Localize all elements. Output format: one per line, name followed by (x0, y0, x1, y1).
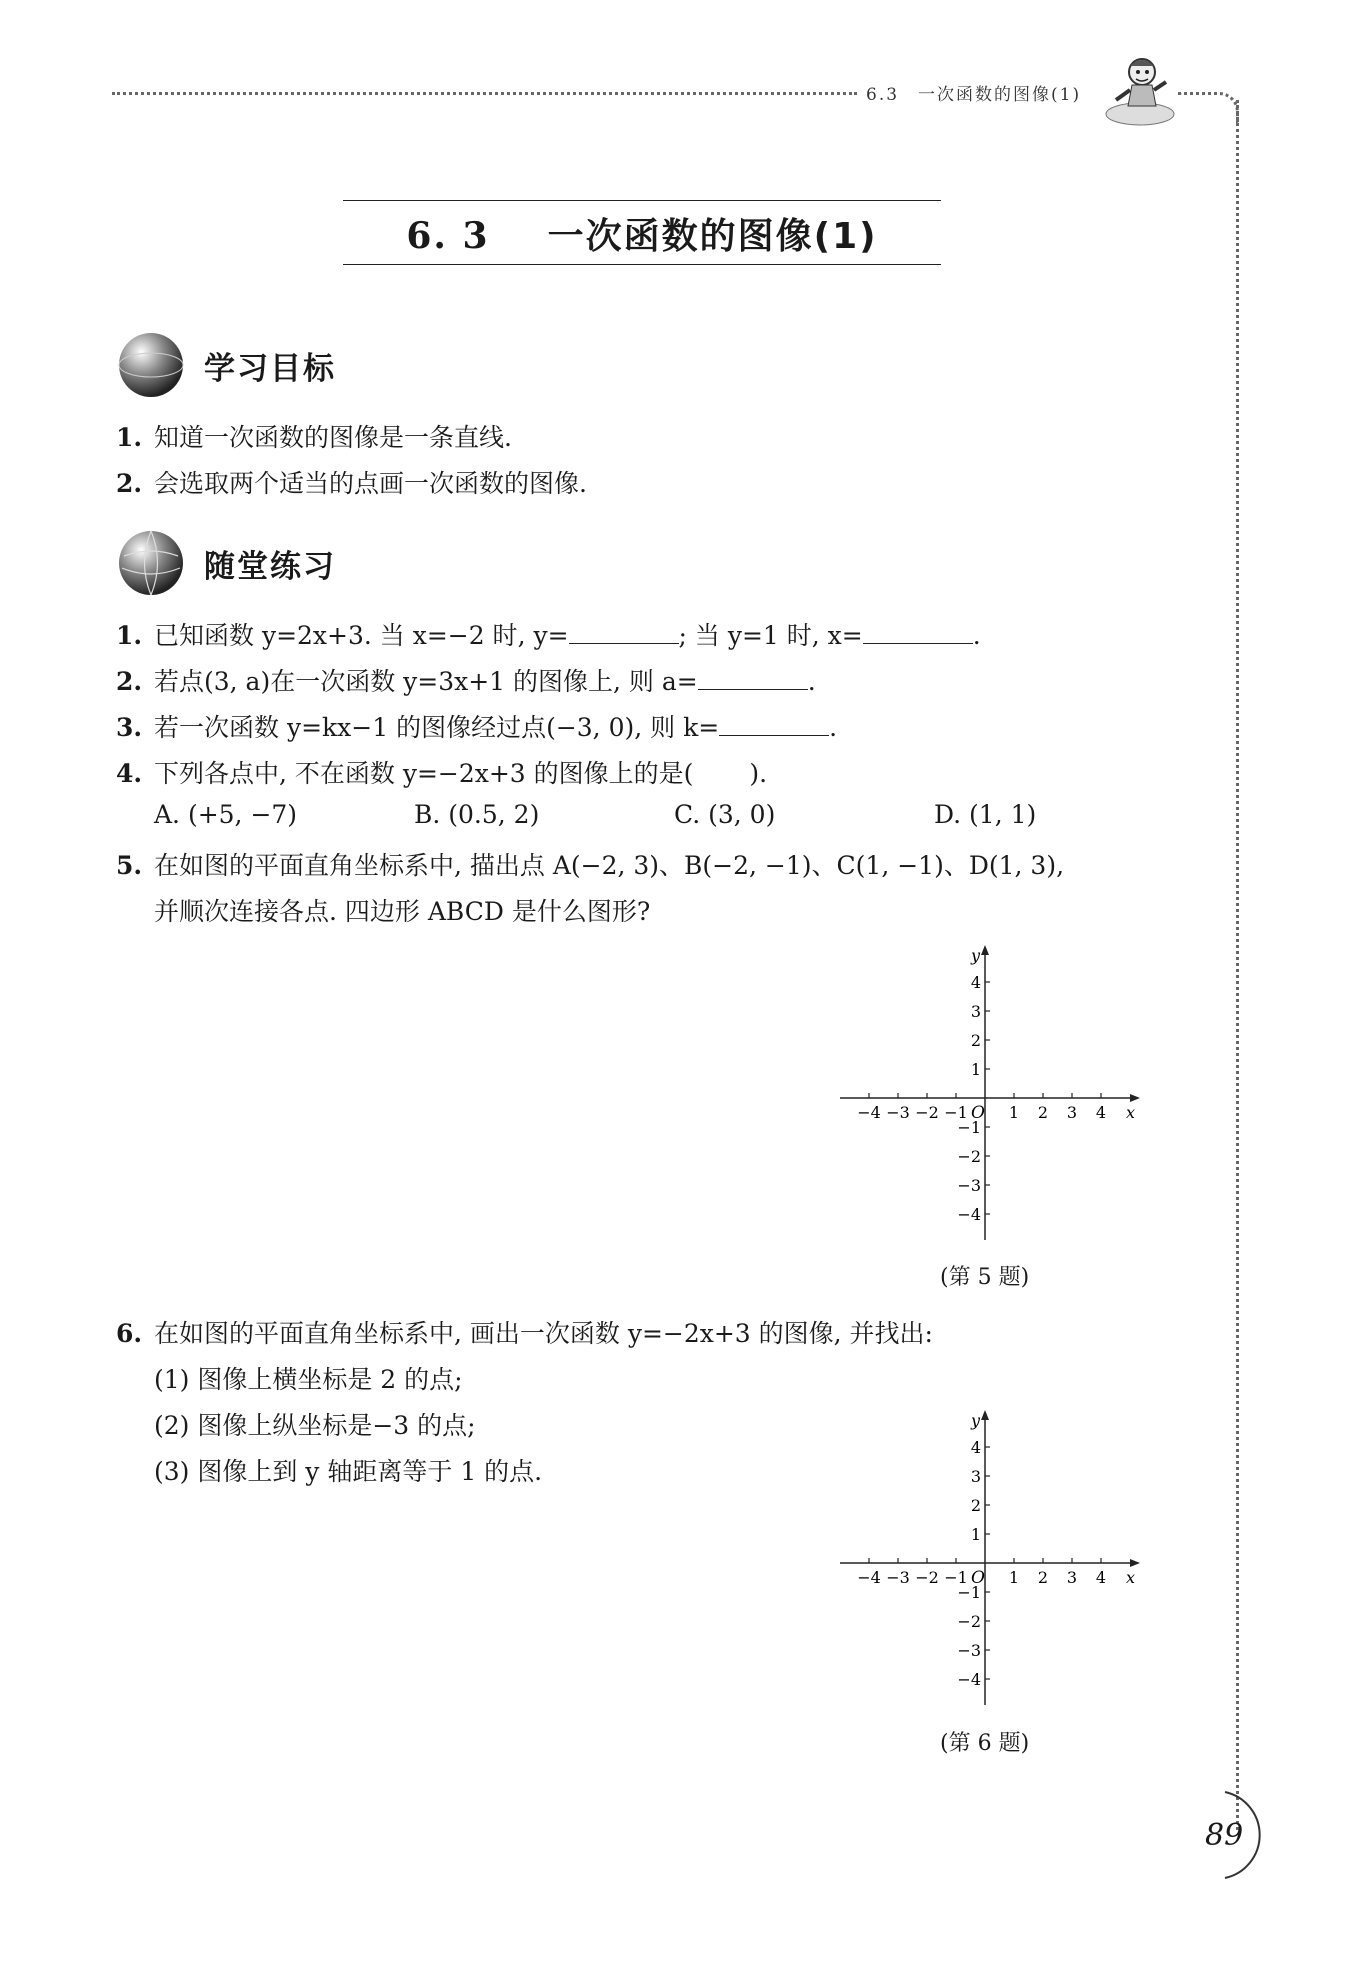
y-tick-label: −1 (957, 1583, 981, 1602)
x-tick-label: 2 (1037, 1568, 1049, 1587)
x-tick-label: 1 (1008, 1103, 1020, 1122)
x-tick-label: −1 (944, 1568, 968, 1587)
question-6-part-2: (2) 图像上纵坐标是−3 的点; (154, 1411, 476, 1440)
x-tick-label: −3 (886, 1103, 910, 1122)
y-axis-label: y (971, 946, 981, 965)
x-tick-label: 4 (1095, 1568, 1107, 1587)
y-tick-label: 4 (970, 973, 981, 992)
x-tick-label: −4 (857, 1568, 881, 1587)
answer-blank[interactable] (698, 671, 808, 690)
chapter-number: 6. 3 (406, 215, 490, 257)
option-a: A. (+5, −7) (154, 800, 298, 829)
x-axis-arrow (1130, 1094, 1140, 1102)
question-2: 2. 若点(3, a)在一次函数 y=3x+1 的图像上, 则 a= . (116, 667, 816, 696)
y-axis-label: y (971, 1411, 981, 1430)
y-axis-arrow (981, 1410, 989, 1420)
title-rule-top (343, 200, 941, 201)
x-tick-label: 3 (1066, 1103, 1078, 1122)
answer-blank[interactable] (569, 625, 679, 644)
x-axis-arrow (1130, 1559, 1140, 1567)
y-tick-label: 1 (970, 1525, 981, 1544)
y-tick-label: −3 (957, 1641, 981, 1660)
y-axis-arrow (981, 945, 989, 955)
x-tick-label: 3 (1066, 1568, 1078, 1587)
y-tick-label: −4 (957, 1670, 981, 1689)
question-4: 4. 下列各点中, 不在函数 y=−2x+3 的图像上的是( ). (116, 759, 768, 788)
figure-caption: (第 5 题) (940, 1265, 1030, 1290)
x-tick-label: 1 (1008, 1568, 1020, 1587)
globe-icon (116, 528, 186, 598)
option-c: C. (3, 0) (674, 800, 776, 829)
y-tick-label: 2 (970, 1031, 981, 1050)
y-tick-label: −2 (957, 1147, 981, 1166)
question-3: 3. 若一次函数 y=kx−1 的图像经过点(−3, 0), 则 k= . (116, 713, 838, 742)
y-tick-label: −3 (957, 1176, 981, 1195)
question-5-cont: 并顺次连接各点. 四边形 ABCD 是什么图形? (154, 897, 651, 926)
header-corner (1178, 92, 1239, 125)
answer-blank[interactable] (719, 717, 829, 736)
section-label: 学习目标 (204, 350, 336, 387)
y-tick-label: −2 (957, 1612, 981, 1631)
section-label: 随堂练习 (204, 548, 336, 585)
x-axis-label: x (1126, 1568, 1136, 1587)
y-tick-label: 4 (970, 1438, 981, 1457)
x-tick-label: 4 (1095, 1103, 1107, 1122)
globe-icon (116, 330, 186, 400)
question-6: 6. 在如图的平面直角坐标系中, 画出一次函数 y=−2x+3 的图像, 并找出: (116, 1319, 933, 1348)
y-tick-label: −4 (957, 1205, 981, 1224)
figure-caption: (第 6 题) (940, 1731, 1030, 1756)
question-6-part-3: (3) 图像上到 y 轴距离等于 1 的点. (154, 1457, 543, 1486)
page-number: 89 (1205, 1818, 1244, 1853)
x-axis-label: x (1126, 1103, 1136, 1122)
coordinate-plane-q5 (840, 945, 1150, 1245)
answer-blank[interactable] (863, 625, 973, 644)
option-d: D. (1, 1) (934, 800, 1037, 829)
running-header: 6.3 一次函数的图像(1) (866, 85, 1082, 105)
y-tick-label: −1 (957, 1118, 981, 1137)
y-tick-label: 1 (970, 1060, 981, 1079)
y-tick-label: 3 (970, 1467, 981, 1486)
question-1: 1. 已知函数 y=2x+3. 当 x=−2 时, y= ; 当 y=1 时, x= . (116, 621, 981, 650)
objective-item: 2. 会选取两个适当的点画一次函数的图像. (116, 469, 587, 498)
x-tick-label: −3 (886, 1568, 910, 1587)
header-rule (112, 92, 857, 95)
x-tick-label: −2 (915, 1103, 939, 1122)
y-tick-label: 3 (970, 1002, 981, 1021)
origin-label: O (971, 1568, 985, 1588)
objective-item: 1. 知道一次函数的图像是一条直线. (116, 423, 512, 452)
x-tick-label: −1 (944, 1103, 968, 1122)
coordinate-plane-q6 (840, 1410, 1150, 1710)
question-6-part-1: (1) 图像上横坐标是 2 的点; (154, 1365, 463, 1394)
section-heading-practice (116, 528, 336, 598)
x-tick-label: −4 (857, 1103, 881, 1122)
chapter-title (343, 208, 941, 259)
y-tick-label: 2 (970, 1496, 981, 1515)
page-border-rule (1236, 100, 1239, 1830)
mascot-icon (1100, 52, 1180, 136)
option-b: B. (0.5, 2) (414, 800, 540, 829)
x-tick-label: 2 (1037, 1103, 1049, 1122)
section-heading-objectives (116, 330, 336, 400)
x-tick-label: −2 (915, 1568, 939, 1587)
question-5: 5. 在如图的平面直角坐标系中, 描出点 A(−2, 3)、B(−2, −1)、C(1, −1)、D(1, 3), (116, 851, 1065, 880)
origin-label: O (971, 1103, 985, 1123)
title-rule-bottom (343, 264, 941, 265)
chapter-title-text: 一次函数的图像(1) (547, 216, 878, 257)
